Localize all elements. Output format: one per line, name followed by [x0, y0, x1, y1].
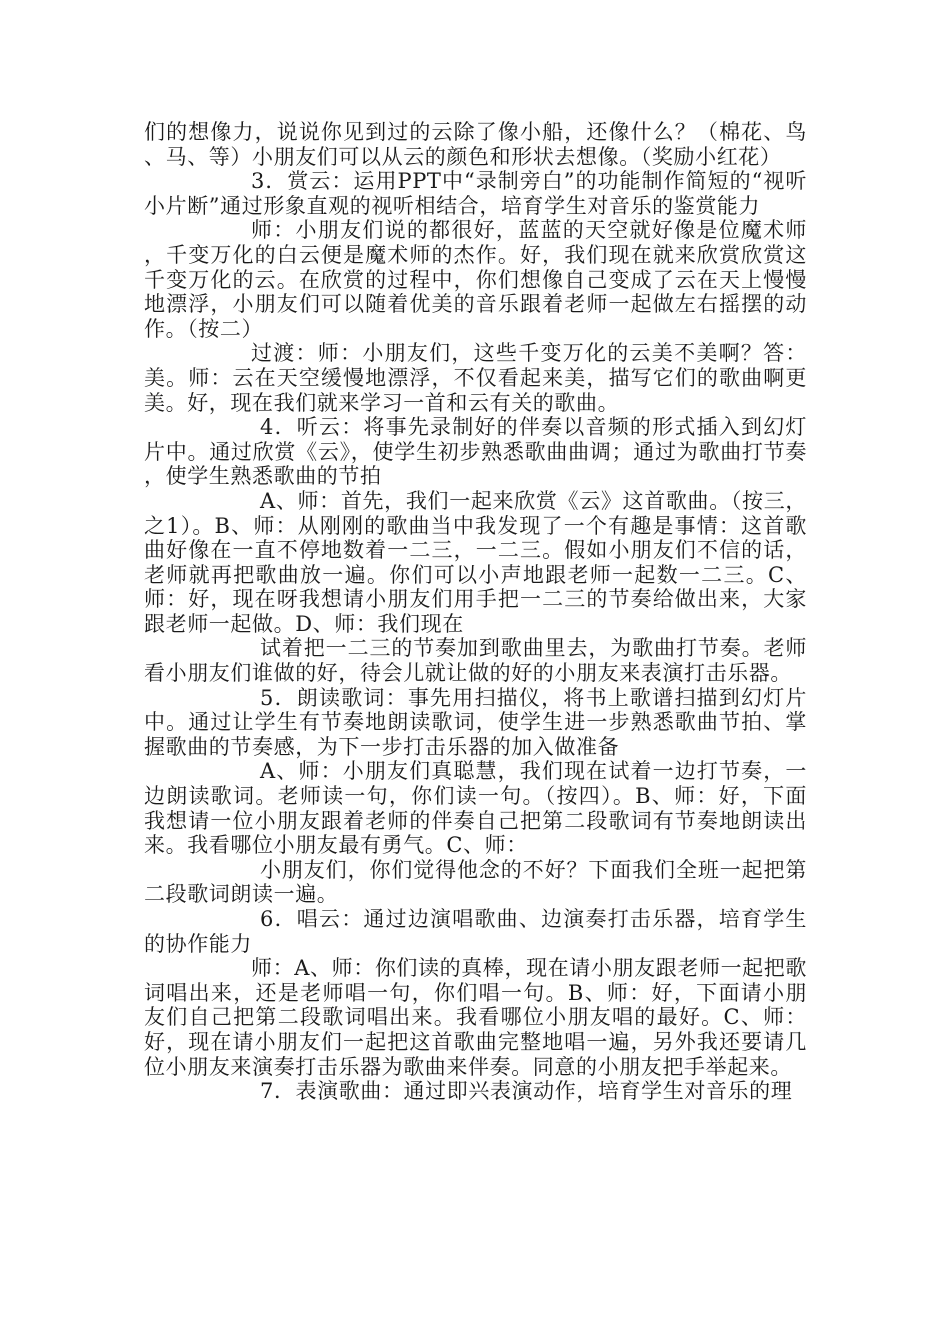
paragraph-rhythm-practice: 试着把一二三的节奏加到歌曲里去，为歌曲打节奏。老师看小朋友们谁做的好，待会儿就让做的好的小朋友来表演打击乐器。	[144, 636, 807, 686]
paragraph-continuation: 们的想像力，说说你见到过的云除了像小船，还像什么？（棉花、鸟、马、等）小朋友们可以从云的颜色和形状去想像。（奖励小红花）	[144, 120, 807, 169]
paragraph-transition: 过渡：师：小朋友们，这些千变万化的云美不美啊？答：美。师：云在天空缓慢地漂浮，不仅看起来美，描写它们的歌曲啊更美。好，现在我们就来学习一首和云有关的歌曲。	[144, 341, 807, 415]
paragraph-section-3-heading: 3．赏云：运用PPT中“录制旁白”的功能制作简短的“视听小片断”通过形象直观的视听相结合，培育学生对音乐的鉴赏能力	[144, 169, 807, 218]
paragraph-section-5-heading: 5．朗读歌词：事先用扫描仪，将书上歌谱扫描到幻灯片中。通过让学生有节奏地朗读歌词，使学生进一步熟悉歌曲节拍、掌握歌曲的节奏感，为下一步打击乐器的加入做准备	[144, 685, 807, 759]
paragraph-section-7-heading: 7．表演歌曲：通过即兴表演动作，培育学生对音乐的理	[260, 1079, 793, 1104]
paragraph-reading-steps: A、师：小朋友们真聪慧，我们现在试着一边打节奏，一边朗读歌词。老师读一句，你们读一句。（按四）。B、师：好，下面我想请一位小朋友跟着老师的伴奏自己把第二段歌词有节奏地朗读出来。我看哪位小朋友最有勇气。C、师：	[144, 759, 807, 858]
paragraph-section-6-heading: 6．唱云：通过边演唱歌曲、边演奏打击乐器，培育学生的协作能力	[144, 907, 807, 956]
paragraph-teacher-cloud-appreciation: 师：小朋友们说的都很好，蓝蓝的天空就好像是位魔术师，千变万化的白云便是魔术师的杰作。好，我们现在就来欣赏欣赏这千变万化的云。在欣赏的过程中，你们想像自己变成了云在天上慢慢地漂浮，小朋友们可以随着优美的音乐跟着老师一起做左右摇摆的动作。（按二）	[144, 218, 807, 341]
paragraph-singing-steps: 师：A、师：你们读的真棒，现在请小朋友跟老师一起把歌词唱出来，还是老师唱一句，你们唱一句。B、师：好，下面请小朋友们自己把第二段歌词唱出来。我看哪位小朋友唱的最好。C、师：好，现在请小朋友们一起把这首歌曲完整地唱一遍，另外我还要请几位小朋友来演奏打击乐器为歌曲来伴奏。同意的小朋友把手举起来。	[144, 956, 807, 1079]
paragraph-section-4-heading: 4．听云：将事先录制好的伴奏以音频的形式插入到幻灯片中。通过欣赏《云》，使学生初步熟悉歌曲曲调；通过为歌曲打节奏，使学生熟悉歌曲的节拍	[144, 415, 807, 489]
paragraph-listening-steps: A、师：首先，我们一起来欣赏《云》这首歌曲。（按三，之1）。B、师：从刚刚的歌曲当中我发现了一个有趣是事情：这首歌曲好像在一直不停地数着一二三，一二三。假如小朋友们不信的话，老师就再把歌曲放一遍。你们可以小声地跟老师一起数一二三。C、师：好，现在呀我想请小朋友们用手把一二三的节奏给做出来，大家跟老师一起做。D、师：我们现在	[144, 488, 807, 636]
paragraph-class-reading: 小朋友们，你们觉得他念的不好？下面我们全班一起把第二段歌词朗读一遍。	[144, 857, 807, 907]
document-body	[144, 120, 807, 1104]
